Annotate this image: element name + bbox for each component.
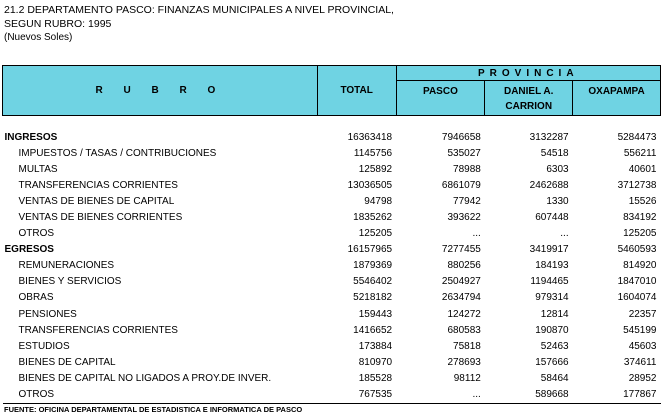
carrion-cell: 589668 [485, 387, 573, 404]
rubro-cell: BIENES DE CAPITAL NO LIGADOS A PROY.DE INVER. [18, 372, 272, 384]
total-cell: 159443 [358, 308, 393, 320]
rubro-cell: VENTAS DE BIENES CORRIENTES [18, 212, 183, 224]
spacer-row [3, 116, 661, 130]
table-row [3, 258, 661, 274]
total-cell: 5218182 [353, 292, 393, 304]
header-rubro: R U B R O [3, 66, 318, 116]
rubro-cell: BIENES Y SERVICIOS [18, 276, 122, 288]
pasco-cell: 535027 [447, 147, 481, 159]
total-cell: 1835262 [353, 212, 393, 224]
table-row [3, 306, 661, 322]
oxapampa-cell: 5284473 [617, 131, 657, 143]
rubro-cell: REMUNERACIONES [18, 260, 115, 272]
carrion-cell: 3132287 [529, 131, 569, 143]
oxapampa-cell: 3712738 [617, 179, 657, 191]
carrion-cell: 54518 [540, 147, 569, 159]
total-cell: 94798 [364, 195, 393, 207]
carrion-cell: 1330 [546, 195, 569, 207]
oxapampa-cell: 834192 [623, 212, 657, 224]
oxapampa-cell: 556211 [623, 147, 657, 159]
total-cell: 16363418 [347, 131, 393, 143]
total-cell: 173884 [358, 340, 393, 352]
header-daniel-carrion [485, 81, 573, 116]
total-cell: 767535 [317, 387, 396, 404]
total-cell: 125892 [358, 163, 393, 175]
pasco-cell: 680583 [447, 324, 481, 336]
rubro-cell: OTROS [18, 228, 55, 240]
rubro-cell: OTROS [3, 387, 318, 404]
carrion-cell: 3419917 [529, 244, 569, 256]
total-cell: 810970 [358, 356, 393, 368]
pasco-cell: 7946658 [441, 131, 481, 143]
pasco-cell: 6861079 [441, 179, 481, 191]
rubro-cell: BIENES DE CAPITAL [18, 356, 116, 368]
pasco-cell: 77942 [453, 195, 481, 207]
rubro-cell: TRANSFERENCIAS CORRIENTES [18, 179, 178, 191]
table-row [3, 338, 661, 354]
oxapampa-cell: 177867 [573, 387, 661, 404]
total-cell: 185528 [358, 372, 393, 384]
header-provincia: PROVINCIA [396, 66, 660, 81]
rubro-cell: PENSIONES [18, 308, 77, 320]
total-cell: 125205 [358, 228, 393, 240]
table-subtitle: SEGUN RUBRO: 1995 [4, 18, 112, 30]
rubro-cell: EGRESOS [4, 244, 54, 256]
table-row [3, 322, 661, 338]
rubro-cell: ESTUDIOS [18, 340, 70, 352]
table-title-block [4, 3, 394, 45]
oxapampa-cell: 22357 [628, 308, 657, 320]
table-row [3, 193, 661, 209]
carrion-cell: 607448 [535, 212, 569, 224]
pasco-cell: ... [396, 387, 485, 404]
oxapampa-cell: 545199 [623, 324, 657, 336]
table-body [3, 116, 661, 404]
table-row [3, 177, 661, 193]
table-group-row [3, 129, 661, 145]
oxapampa-cell: 374611 [623, 356, 657, 368]
carrion-cell: 184193 [535, 260, 569, 272]
oxapampa-cell: 40601 [628, 163, 657, 175]
pasco-cell: 7277455 [441, 244, 481, 256]
pasco-cell: 2504927 [441, 276, 481, 288]
rubro-cell: INGRESOS [4, 131, 58, 143]
table-row [3, 370, 661, 386]
pasco-cell: ... [472, 228, 481, 240]
table-units: (Nuevos Soles) [4, 32, 73, 43]
pasco-cell: 2634794 [441, 292, 481, 304]
carrion-cell: 190870 [535, 324, 569, 336]
pasco-cell: 393622 [447, 212, 481, 224]
oxapampa-cell: 15526 [628, 195, 657, 207]
oxapampa-cell: 45603 [628, 340, 657, 352]
source-footnote: FUENTE: OFICINA DEPARTAMENTAL DE ESTADISTICA E INFORMATICA DE PASCO [4, 405, 303, 414]
carrion-cell: 1194465 [530, 276, 569, 288]
oxapampa-cell: 814920 [623, 260, 657, 272]
table-row [3, 274, 661, 290]
table-group-row [3, 242, 661, 258]
carrion-cell: 157666 [535, 356, 569, 368]
rubro-cell: VENTAS DE BIENES DE CAPITAL [18, 195, 175, 207]
carrion-cell: 58464 [540, 372, 569, 384]
total-cell: 1145756 [353, 147, 393, 159]
pasco-cell: 78988 [453, 163, 481, 175]
pasco-cell: 124272 [447, 308, 481, 320]
total-cell: 13036505 [347, 179, 393, 191]
finance-table [2, 65, 661, 404]
oxapampa-cell: 1847010 [617, 276, 657, 288]
header-carrion-line1: DANIEL A. [503, 86, 554, 97]
pasco-cell: 880256 [447, 260, 481, 272]
table-row [3, 226, 661, 242]
header-carrion-line2: CARRION [505, 101, 553, 112]
rubro-cell: TRANSFERENCIAS CORRIENTES [18, 324, 178, 336]
table-row [3, 290, 661, 306]
pasco-cell: 75818 [453, 340, 481, 352]
table-row [3, 387, 661, 404]
total-cell: 1416652 [353, 324, 393, 336]
header-pasco: PASCO [396, 81, 485, 116]
table-title: 21.2 DEPARTAMENTO PASCO: FINANZAS MUNICIPALES A NIVEL PROVINCIAL, [4, 4, 394, 16]
oxapampa-cell: 125205 [623, 228, 657, 240]
carrion-cell: 2462688 [529, 179, 569, 191]
table-row [3, 145, 661, 161]
table-row [3, 354, 661, 370]
total-cell: 5546402 [353, 276, 393, 288]
pasco-cell: 98112 [453, 372, 481, 384]
carrion-cell: ... [560, 228, 569, 240]
oxapampa-cell: 1604074 [617, 292, 657, 304]
pasco-cell: 278693 [447, 356, 481, 368]
carrion-cell: 6303 [546, 163, 569, 175]
header-oxapampa: OXAPAMPA [573, 81, 661, 116]
table-row [3, 161, 661, 177]
carrion-cell: 979314 [535, 292, 569, 304]
rubro-cell: OBRAS [18, 292, 54, 304]
table-row [3, 209, 661, 225]
rubro-cell: MULTAS [18, 163, 58, 175]
oxapampa-cell: 28952 [628, 372, 657, 384]
carrion-cell: 52463 [540, 340, 569, 352]
total-cell: 16157965 [347, 244, 393, 256]
total-cell: 1879369 [353, 260, 393, 272]
rubro-cell: IMPUESTOS / TASAS / CONTRIBUCIONES [18, 147, 217, 159]
oxapampa-cell: 5460593 [617, 244, 657, 256]
header-total: TOTAL [317, 66, 396, 116]
carrion-cell: 12814 [540, 308, 569, 320]
